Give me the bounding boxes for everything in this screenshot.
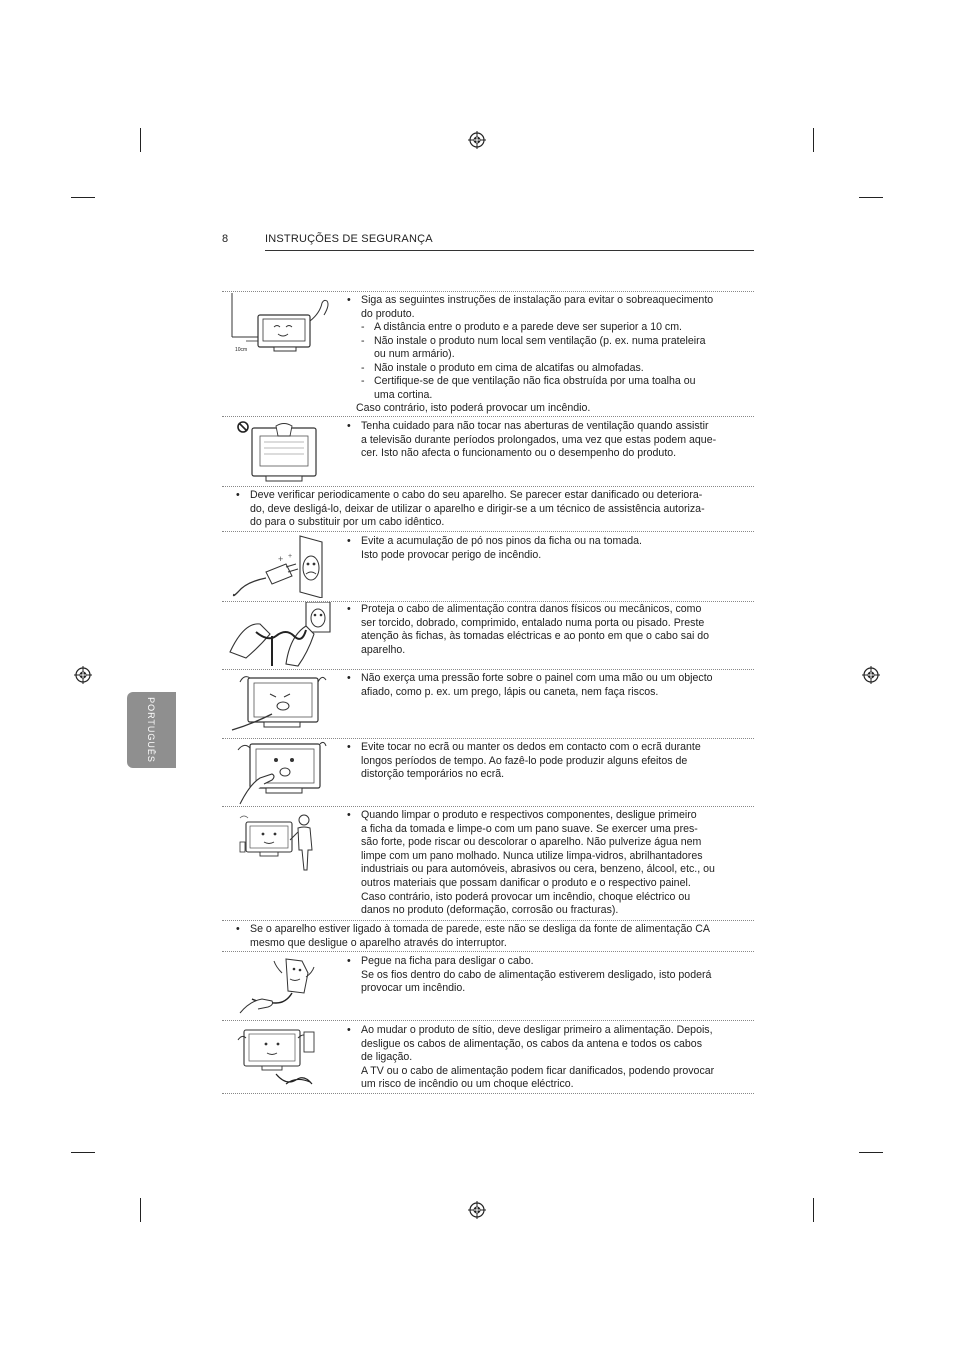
- text-line: outros materiais que possam danificar o produto e o respectivo painel.: [361, 876, 691, 889]
- plug-dust-illustration: [230, 534, 330, 598]
- text-line: provocar um incêndio.: [361, 982, 466, 995]
- distance-label: 10cm: [235, 347, 248, 353]
- text-line: Certifique-se de que ventilação não fica obstruída por uma toalha ou: [374, 375, 696, 388]
- text-line: Evite tocar no ecrã ou manter os dedos em contacto com o ecrã durante: [361, 741, 701, 753]
- text-line: Se o aparelho estiver ligado à tomada de parede, este não se desliga da fonte de alimentação CA: [250, 923, 710, 935]
- crop-mark: [140, 128, 141, 152]
- language-tab: [127, 692, 176, 768]
- instruction-text: [361, 741, 701, 782]
- bullet-marker: •: [347, 294, 351, 306]
- text-line: Não instale o produto num local sem ventilação (p. ex. numa prateleira: [374, 334, 706, 347]
- text-line: danos no produto (deformação, corrosão ou fracturas).: [361, 904, 619, 917]
- text-line: Não exerça uma pressão forte sobre o painel com uma mão ou um objecto: [361, 672, 713, 684]
- bullet-marker: •: [347, 1024, 351, 1036]
- registration-mark-icon: [468, 1201, 486, 1219]
- text-line: Siga as seguintes instruções de instalação para evitar o sobreaquecimento: [361, 294, 714, 306]
- instruction-text: [361, 420, 716, 461]
- bullet-marker: •: [236, 923, 240, 935]
- instruction-text: [361, 672, 713, 699]
- crop-mark: [859, 1152, 883, 1153]
- sub-item: [360, 362, 706, 376]
- instruction-text: [250, 489, 705, 530]
- crop-mark: [813, 128, 814, 152]
- page-number: 8: [222, 233, 229, 245]
- row-divider: [222, 1093, 754, 1094]
- row-divider: [222, 1020, 754, 1021]
- instruction-text: [361, 294, 713, 321]
- text-line: de ligação.: [361, 1051, 413, 1064]
- sub-item: [360, 375, 706, 402]
- text-line: Não instale o produto em cima de alcatifas ou almofadas.: [374, 361, 644, 374]
- bullet-marker: •: [347, 809, 351, 821]
- text-line: atenção às fichas, às tomadas eléctricas e ao ponto em que o cabo sai do: [361, 630, 710, 643]
- text-line: são forte, pode riscar ou descolorar o aparelho. Não pulverize água nem: [361, 836, 702, 849]
- instruction-text: [361, 955, 711, 996]
- text-line: Deve verificar periodicamente o cabo do seu aparelho. Se parecer estar danificado ou deteriora-: [250, 489, 703, 501]
- text-line: a televisão durante períodos prolongados, uma vez que estas podem aque-: [361, 433, 717, 446]
- crop-mark: [71, 197, 95, 198]
- bullet-marker: •: [347, 420, 351, 432]
- text-line: do produto.: [361, 307, 415, 320]
- text-line: ser torcido, dobrado, comprimido, entalado numa porta ou pisado. Preste: [361, 616, 705, 629]
- text-line: uma cortina.: [374, 388, 433, 401]
- text-line: Pegue na ficha para desligar o cabo.: [361, 955, 534, 967]
- text-line: Se os fios dentro do cabo de alimentação estiverem desligado, isto poderá: [361, 968, 712, 981]
- crop-mark: [813, 1198, 814, 1222]
- text-line: desligue os cabos de alimentação, os cabos da antena e todos os cabos: [361, 1037, 702, 1050]
- tv-rear-vents-illustration: [236, 420, 320, 484]
- consequence-text: Caso contrário, isto poderá provocar um incêndio.: [356, 402, 591, 414]
- bullet-marker: •: [236, 489, 240, 501]
- text-line: Isto pode provocar perigo de incêndio.: [361, 548, 542, 561]
- bullet-marker: •: [347, 603, 351, 615]
- crop-mark: [140, 1198, 141, 1222]
- registration-mark-icon: [862, 666, 880, 684]
- text-line: industriais ou para automóveis, abrasivos ou cera, benzeno, álcool, etc., ou: [361, 863, 715, 876]
- instruction-text: [361, 1024, 714, 1092]
- svg-text:+: +: [278, 554, 284, 564]
- instruction-text: [361, 809, 715, 918]
- text-line: A distância entre o produto e a parede deve ser superior a 10 cm.: [374, 321, 682, 333]
- text-line: Quando limpar o produto e respectivos componentes, desligue primeiro: [361, 809, 697, 821]
- sub-list: [360, 321, 706, 403]
- sub-item: [360, 321, 706, 335]
- registration-mark-icon: [74, 666, 92, 684]
- row-divider: [222, 806, 754, 807]
- text-line: distorção temporários no ecrã.: [361, 768, 505, 781]
- section-title: INSTRUÇÕES DE SEGURANÇA: [265, 233, 433, 245]
- text-line: Tenha cuidado para não tocar nas aberturas de ventilação quando assistir: [361, 420, 709, 432]
- text-line: longos períodos de tempo. Ao fazê-lo pode produzir alguns efeitos de: [361, 754, 688, 767]
- tv-ventilation-illustration: [228, 293, 336, 357]
- text-line: A TV ou o cabo de alimentação podem ficar danificados, podendo provocar: [361, 1064, 715, 1077]
- text-line: Proteja o cabo de alimentação contra danos físicos ou mecânicos, como: [361, 603, 702, 615]
- cable-twist-illustration: [226, 602, 332, 668]
- row-divider: [222, 951, 754, 952]
- moving-tv-illustration: [236, 1024, 322, 1088]
- bullet-marker: •: [347, 535, 351, 547]
- panel-pressure-illustration: [228, 672, 328, 736]
- language-tab-label: PORTUGUÊS: [146, 697, 156, 763]
- text-line: do, deve desligá-lo, deixar de utilizar o aparelho e dirigir-se a um técnico de assistência autoriza-: [250, 502, 705, 515]
- bullet-marker: •: [347, 955, 351, 967]
- text-line: mesmo que desligue o aparelho através do interruptor.: [250, 936, 507, 949]
- text-line: a ficha da tomada e limpe-o com um pano suave. Se exercer uma pres-: [361, 822, 698, 835]
- text-line: limpe com um pano molhado. Nunca utilize limpa-vidros, abrilhantadores: [361, 849, 703, 862]
- text-line: Evite a acumulação de pó nos pinos da ficha ou na tomada.: [361, 535, 642, 547]
- text-line: aparelho.: [361, 643, 406, 656]
- row-divider: [222, 738, 754, 739]
- cleaning-illustration: [236, 812, 320, 874]
- text-line: cer. Isto não afecta o funcionamento ou o desempenho do produto.: [361, 447, 677, 460]
- text-line: afiado, como p. ex. um prego, lápis ou caneta, nem faça riscos.: [361, 685, 659, 698]
- crop-mark: [71, 1152, 95, 1153]
- text-line: Ao mudar o produto de sítio, deve desligar primeiro a alimentação. Depois,: [361, 1024, 713, 1036]
- row-divider: [222, 531, 754, 532]
- row-divider: [222, 669, 754, 670]
- row-divider: [222, 486, 754, 487]
- screen-touch-illustration: [228, 740, 328, 806]
- bullet-marker: •: [347, 672, 351, 684]
- text-line: Caso contrário, isto poderá provocar um incêndio, choque eléctrico ou: [361, 890, 691, 903]
- instruction-text: [361, 535, 642, 562]
- unplug-by-plug-illustration: [236, 955, 322, 1017]
- header-divider: [265, 250, 754, 251]
- row-divider: [222, 291, 754, 292]
- bullet-marker: •: [347, 741, 351, 753]
- instruction-text: [250, 923, 710, 950]
- registration-mark-icon: [468, 131, 486, 149]
- row-divider: [222, 920, 754, 921]
- row-divider: [222, 416, 754, 417]
- instruction-text: [361, 603, 709, 657]
- crop-mark: [859, 197, 883, 198]
- text-line: ou num armário).: [374, 348, 455, 361]
- sub-item: [360, 335, 706, 362]
- text-line: um risco de incêndio ou um choque eléctrico.: [361, 1078, 574, 1091]
- text-line: do para o substituir por um cabo idêntico.: [250, 516, 445, 529]
- svg-text:+: +: [288, 553, 293, 560]
